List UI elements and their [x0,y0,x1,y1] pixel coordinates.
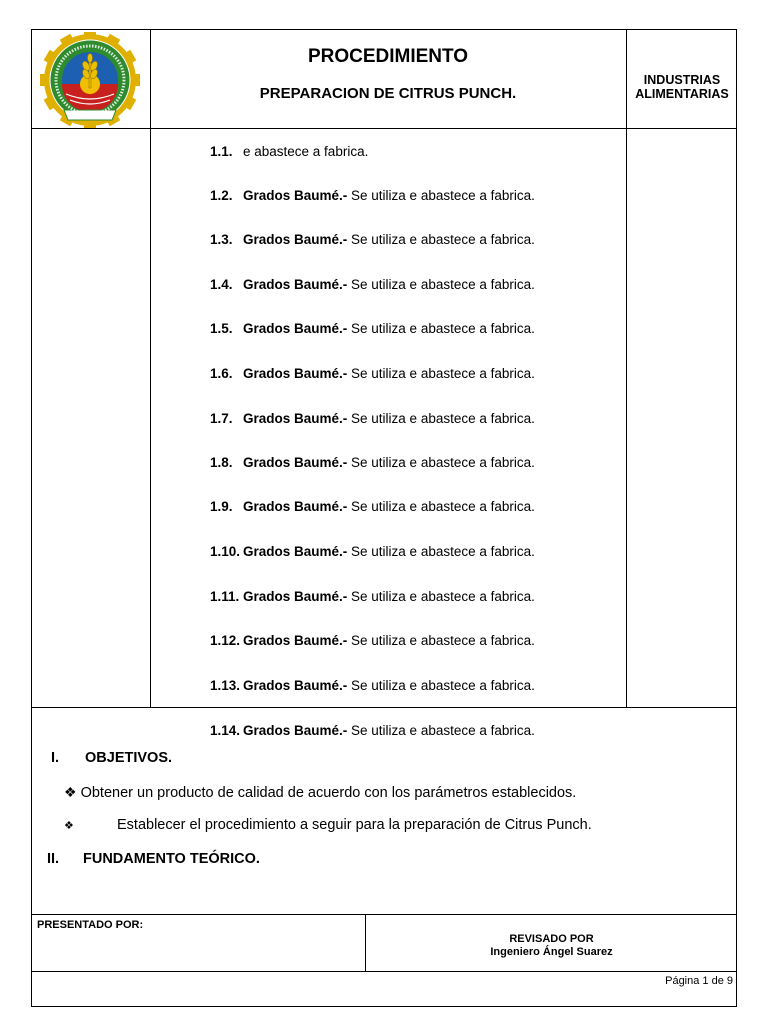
item-number: 1.9. [210,499,233,514]
body-divider-rule [31,707,737,708]
item-key: Grados Baumé.- [243,411,348,426]
item-text: Se utiliza e abastece a fabrica. [347,544,535,559]
item-key: Grados Baumé.- [243,188,348,203]
document-title: PROCEDIMIENTO [307,46,469,67]
item-key: Grados Baumé.- [243,678,348,693]
item-number: 1.4. [210,277,233,292]
reviewer-name: Ingeniero Ángel Suarez [490,946,613,958]
item-text: Se utiliza e abastece a fabrica. [347,232,535,247]
item-text: Se utiliza e abastece a fabrica. [347,633,535,648]
item-text: Se utiliza e abastece a fabrica. [347,499,535,514]
list-item [210,499,535,514]
presented-by-label: PRESENTADO POR: [37,919,144,931]
item-number: 1.6. [210,366,233,381]
list-item [210,544,535,559]
item-text: Se utiliza e abastece a fabrica. [347,455,535,470]
list-item [210,678,535,693]
item-number: 1.7. [210,411,233,426]
item-number: 1.8. [210,455,233,470]
item-number: 1.13. [210,678,241,693]
item-number: 1.1. [210,144,233,159]
bullet-item [64,784,576,801]
item-key: Grados Baumé.- [243,589,348,604]
list-item [210,144,368,159]
item-text: Se utiliza e abastece a fabrica. [347,723,535,738]
footer-top-rule [31,914,737,915]
item-key: Grados Baumé.- [243,723,348,738]
list-item [210,232,535,247]
item-key: Grados Baumé.- [243,277,348,292]
section-number: II. [47,851,60,867]
list-item [210,321,535,336]
item-number: 1.11. [210,589,240,604]
item-key: Grados Baumé.- [243,366,348,381]
list-item [210,277,535,292]
item-text: Se utiliza e abastece a fabrica. [347,277,535,292]
item-text: Se utiliza e abastece a fabrica. [347,321,535,336]
item-number: 1.10. [210,544,241,559]
reviewed-by-label: REVISADO POR [509,933,594,945]
item-key: Grados Baumé.- [243,455,348,470]
header-bottom-rule [31,128,737,129]
section-title: FUNDAMENTO TEÓRICO. [83,851,260,867]
department-label: INDUSTRIAS ALIMENTARIAS [635,73,729,101]
item-key: Grados Baumé.- [243,321,348,336]
item-key: Grados Baumé.- [243,544,348,559]
section-theory [47,851,260,867]
bullet-text: Obtener un producto de calidad de acuerdo con los parámetros establecidos. [80,785,577,801]
item-key: Grados Baumé.- [243,633,348,648]
page-number: Página 1 de 9 [665,975,733,987]
item-number: 1.5. [210,321,233,336]
list-item [210,723,535,738]
item-text: Se utiliza e abastece a fabrica. [347,188,535,203]
item-text: Se utiliza e abastece a fabrica. [347,589,535,604]
list-item [210,589,535,604]
footer-bottom-rule [31,971,737,972]
section-title: OBJETIVOS. [85,750,173,766]
list-item [210,455,535,470]
section-number: I. [51,750,60,766]
item-text: Se utiliza e abastece a fabrica. [347,366,535,381]
diamond-bullet-icon: ❖ [64,820,74,832]
list-item [210,366,535,381]
institute-logo [37,32,143,128]
bullet-item [64,817,592,833]
item-text: Se utiliza e abastece a fabrica. [347,678,535,693]
list-item [210,633,535,648]
item-text: Se utiliza e abastece a fabrica. [347,411,535,426]
item-number: 1.14. [210,723,241,738]
item-key: Grados Baumé.- [243,232,348,247]
item-text: e abastece a fabrica. [243,144,369,159]
list-item [210,411,535,426]
section-objectives [51,750,172,766]
dept-column-rule [626,29,627,707]
item-number: 1.3. [210,232,233,247]
item-number: 1.2. [210,188,233,203]
logo-column-rule [150,29,151,707]
document-subtitle: PREPARACION DE CITRUS PUNCH. [259,85,517,102]
list-item [210,188,535,203]
diamond-bullet-icon: ❖ [64,784,77,800]
bullet-text: Establecer el procedimiento a seguir para la preparación de Citrus Punch. [117,817,592,833]
item-number: 1.12. [210,633,241,648]
item-key: Grados Baumé.- [243,499,348,514]
